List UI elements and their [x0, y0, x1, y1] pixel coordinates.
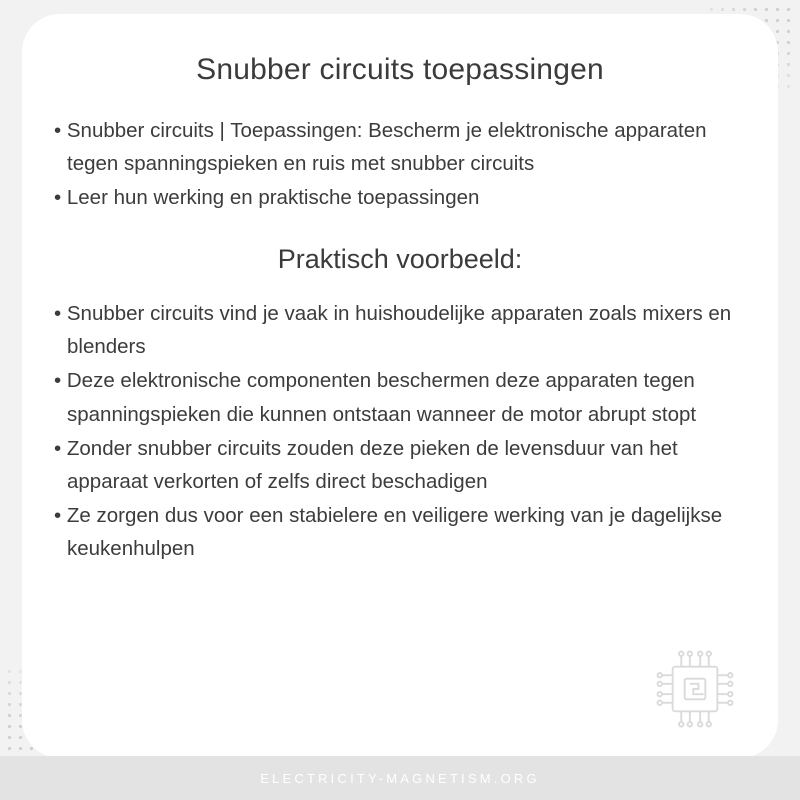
example-bullet-list	[54, 297, 746, 566]
footer-site-label: ELECTRICITY-MAGNETISM.ORG	[260, 770, 540, 786]
footer-bar	[0, 756, 800, 800]
section-subtitle: Praktisch voorbeeld:	[277, 243, 523, 274]
microchip-icon	[652, 646, 738, 732]
list-item: • Deze elektronische componenten beschermen deze apparaten tegen spanningspieken die kunnen ontstaan wanneer de motor abrupt stopt	[54, 369, 697, 426]
list-item: • Snubber circuits vind je vaak in huishoudelijke apparaten zoals mixers en blenders	[54, 302, 732, 359]
slide-content	[22, 14, 778, 567]
list-item: • Snubber circuits | Toepassingen: Bescherm je elektronische apparaten tegen spanningspieken en ruis met snubber circuits	[54, 119, 707, 176]
intro-bullet-list	[54, 114, 746, 215]
list-item: • Leer hun werking en praktische toepassingen	[54, 186, 480, 210]
list-item: • Zonder snubber circuits zouden deze pieken de levensduur van het apparaat verkorten of zelfs direct beschadigen	[54, 436, 678, 494]
list-item: • Ze zorgen dus voor een stabielere en veiligere werking van je dagelijkse keukenhulpen	[54, 504, 723, 561]
content-card	[22, 14, 778, 758]
page-title: Snubber circuits toepassingen	[196, 53, 604, 86]
